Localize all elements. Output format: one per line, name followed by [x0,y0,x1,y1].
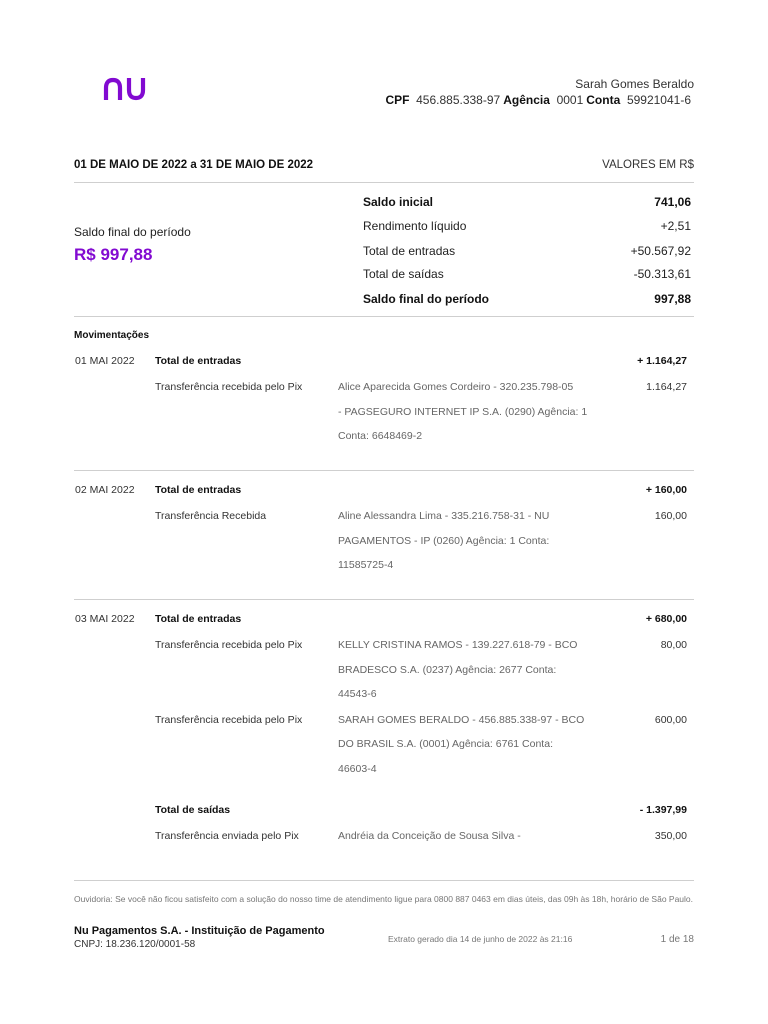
transaction-description: Conta: 6648469-2 [338,430,423,442]
transaction-description: SARAH GOMES BERALDO - 456.885.338-97 - BCO [338,713,585,726]
summary-value: +2,51 [660,219,691,233]
summary-row [363,244,691,260]
transaction-amount: 80,00 [660,639,687,651]
divider [74,316,694,317]
transaction-description: 46603-4 [338,762,377,775]
transaction-amount: 350,00 [654,830,687,842]
day-divider [74,470,694,471]
transaction-description: Aline Alessandra Lima - 335.216.758-31 - NU [338,510,550,522]
conta-value: 59921041-6 [626,93,691,107]
currency-note: VALORES EM R$ [602,159,694,171]
transaction-description: Alice Aparecida Gomes Cordeiro - 320.235.798-05 [338,381,574,393]
transaction-description: KELLY CRISTINA RAMOS - 139.227.618-79 - BCO [338,639,578,651]
summary-row [363,219,691,235]
movements-title: Movimentações [74,330,150,341]
final-balance-value: R$ 997,88 [74,245,153,264]
group-title: Total de entradas [155,484,242,496]
group-total: + 1.164,27 [637,355,687,367]
cpf-label: CPF [385,93,410,107]
group-total: + 160,00 [645,484,687,496]
movement-date: 01 MAI 2022 [75,355,135,367]
account-info [385,76,694,108]
transaction-type: Transferência recebida pelo Pix [155,381,303,393]
cpf-value: 456.885.338-97 [416,93,501,107]
summary-row [363,195,691,211]
summary-value: 741,06 [654,195,691,209]
company-name: Nu Pagamentos S.A. - Instituição de Pagamento [74,925,325,937]
summary-row [363,292,691,308]
summary-label: Total de entradas [363,244,456,258]
transaction-description: DO BRASIL S.A. (0001) Agência: 6761 Conta: [338,738,553,750]
final-balance-label: Saldo final do período [74,225,191,239]
transaction-description: Andréia da Conceição de Sousa Silva - [338,830,521,842]
movement-date: 02 MAI 2022 [75,484,135,496]
group-total: - 1.397,99 [639,804,687,816]
transaction-type: Transferência enviada pelo Pix [155,830,299,842]
transaction-type: Transferência recebida pelo Pix [155,713,303,726]
transaction-amount: 600,00 [654,713,687,726]
divider [74,182,694,183]
transaction-description: - PAGSEGURO INTERNET IP S.A. (0290) Agência: 1 [338,405,588,418]
summary-label: Rendimento líquido [363,219,467,233]
transaction-description: PAGAMENTOS - IP (0260) Agência: 1 Conta: [338,534,550,547]
agencia-value: 0001 [556,93,584,107]
transaction-amount: 160,00 [654,510,687,522]
summary-label: Saldo final do período [363,292,489,306]
company-cnpj: CNPJ: 18.236.120/0001-58 [74,939,196,950]
nu-logo [102,76,148,102]
summary-value: 997,88 [654,292,691,306]
movement-date: 03 MAI 2022 [75,613,135,625]
day-divider [74,599,694,600]
account-holder-name: Sarah Gomes Beraldo [575,77,694,91]
group-title: Total de entradas [155,613,242,625]
transaction-description: 44543-6 [338,688,377,700]
transaction-description: 11585725-4 [338,559,394,571]
conta-label: Conta [586,93,621,107]
transaction-description: BRADESCO S.A. (0237) Agência: 2677 Conta: [338,663,557,676]
transaction-type: Transferência recebida pelo Pix [155,639,303,651]
summary-label: Total de saídas [363,267,444,281]
group-title: Total de entradas [155,355,242,367]
agencia-label: Agência [503,93,550,107]
group-total: + 680,00 [645,613,687,625]
transaction-amount: 1.164,27 [646,381,687,393]
summary-value: -50.313,61 [633,267,691,281]
summary-label: Saldo inicial [363,195,434,209]
footer-divider [74,880,694,881]
account-ids [385,92,694,108]
summary-row [363,267,691,283]
transaction-type: Transferência Recebida [155,510,267,522]
group-title: Total de saídas [155,804,231,816]
ouvidoria-note: Ouvidoria: Se você não ficou satisfeito com a solução do nosso time de atendimento ligue para 0800 887 0463 em dias úteis, das 09h às 18h, horário de São Paulo. [74,894,694,904]
page-number: 1 de 18 [660,934,694,945]
generated-date: Extrato gerado dia 14 de junho de 2022 às 21:16 [388,934,573,944]
summary-value: +50.567,92 [630,244,691,258]
statement-period: 01 DE MAIO DE 2022 a 31 DE MAIO DE 2022 [74,159,314,171]
